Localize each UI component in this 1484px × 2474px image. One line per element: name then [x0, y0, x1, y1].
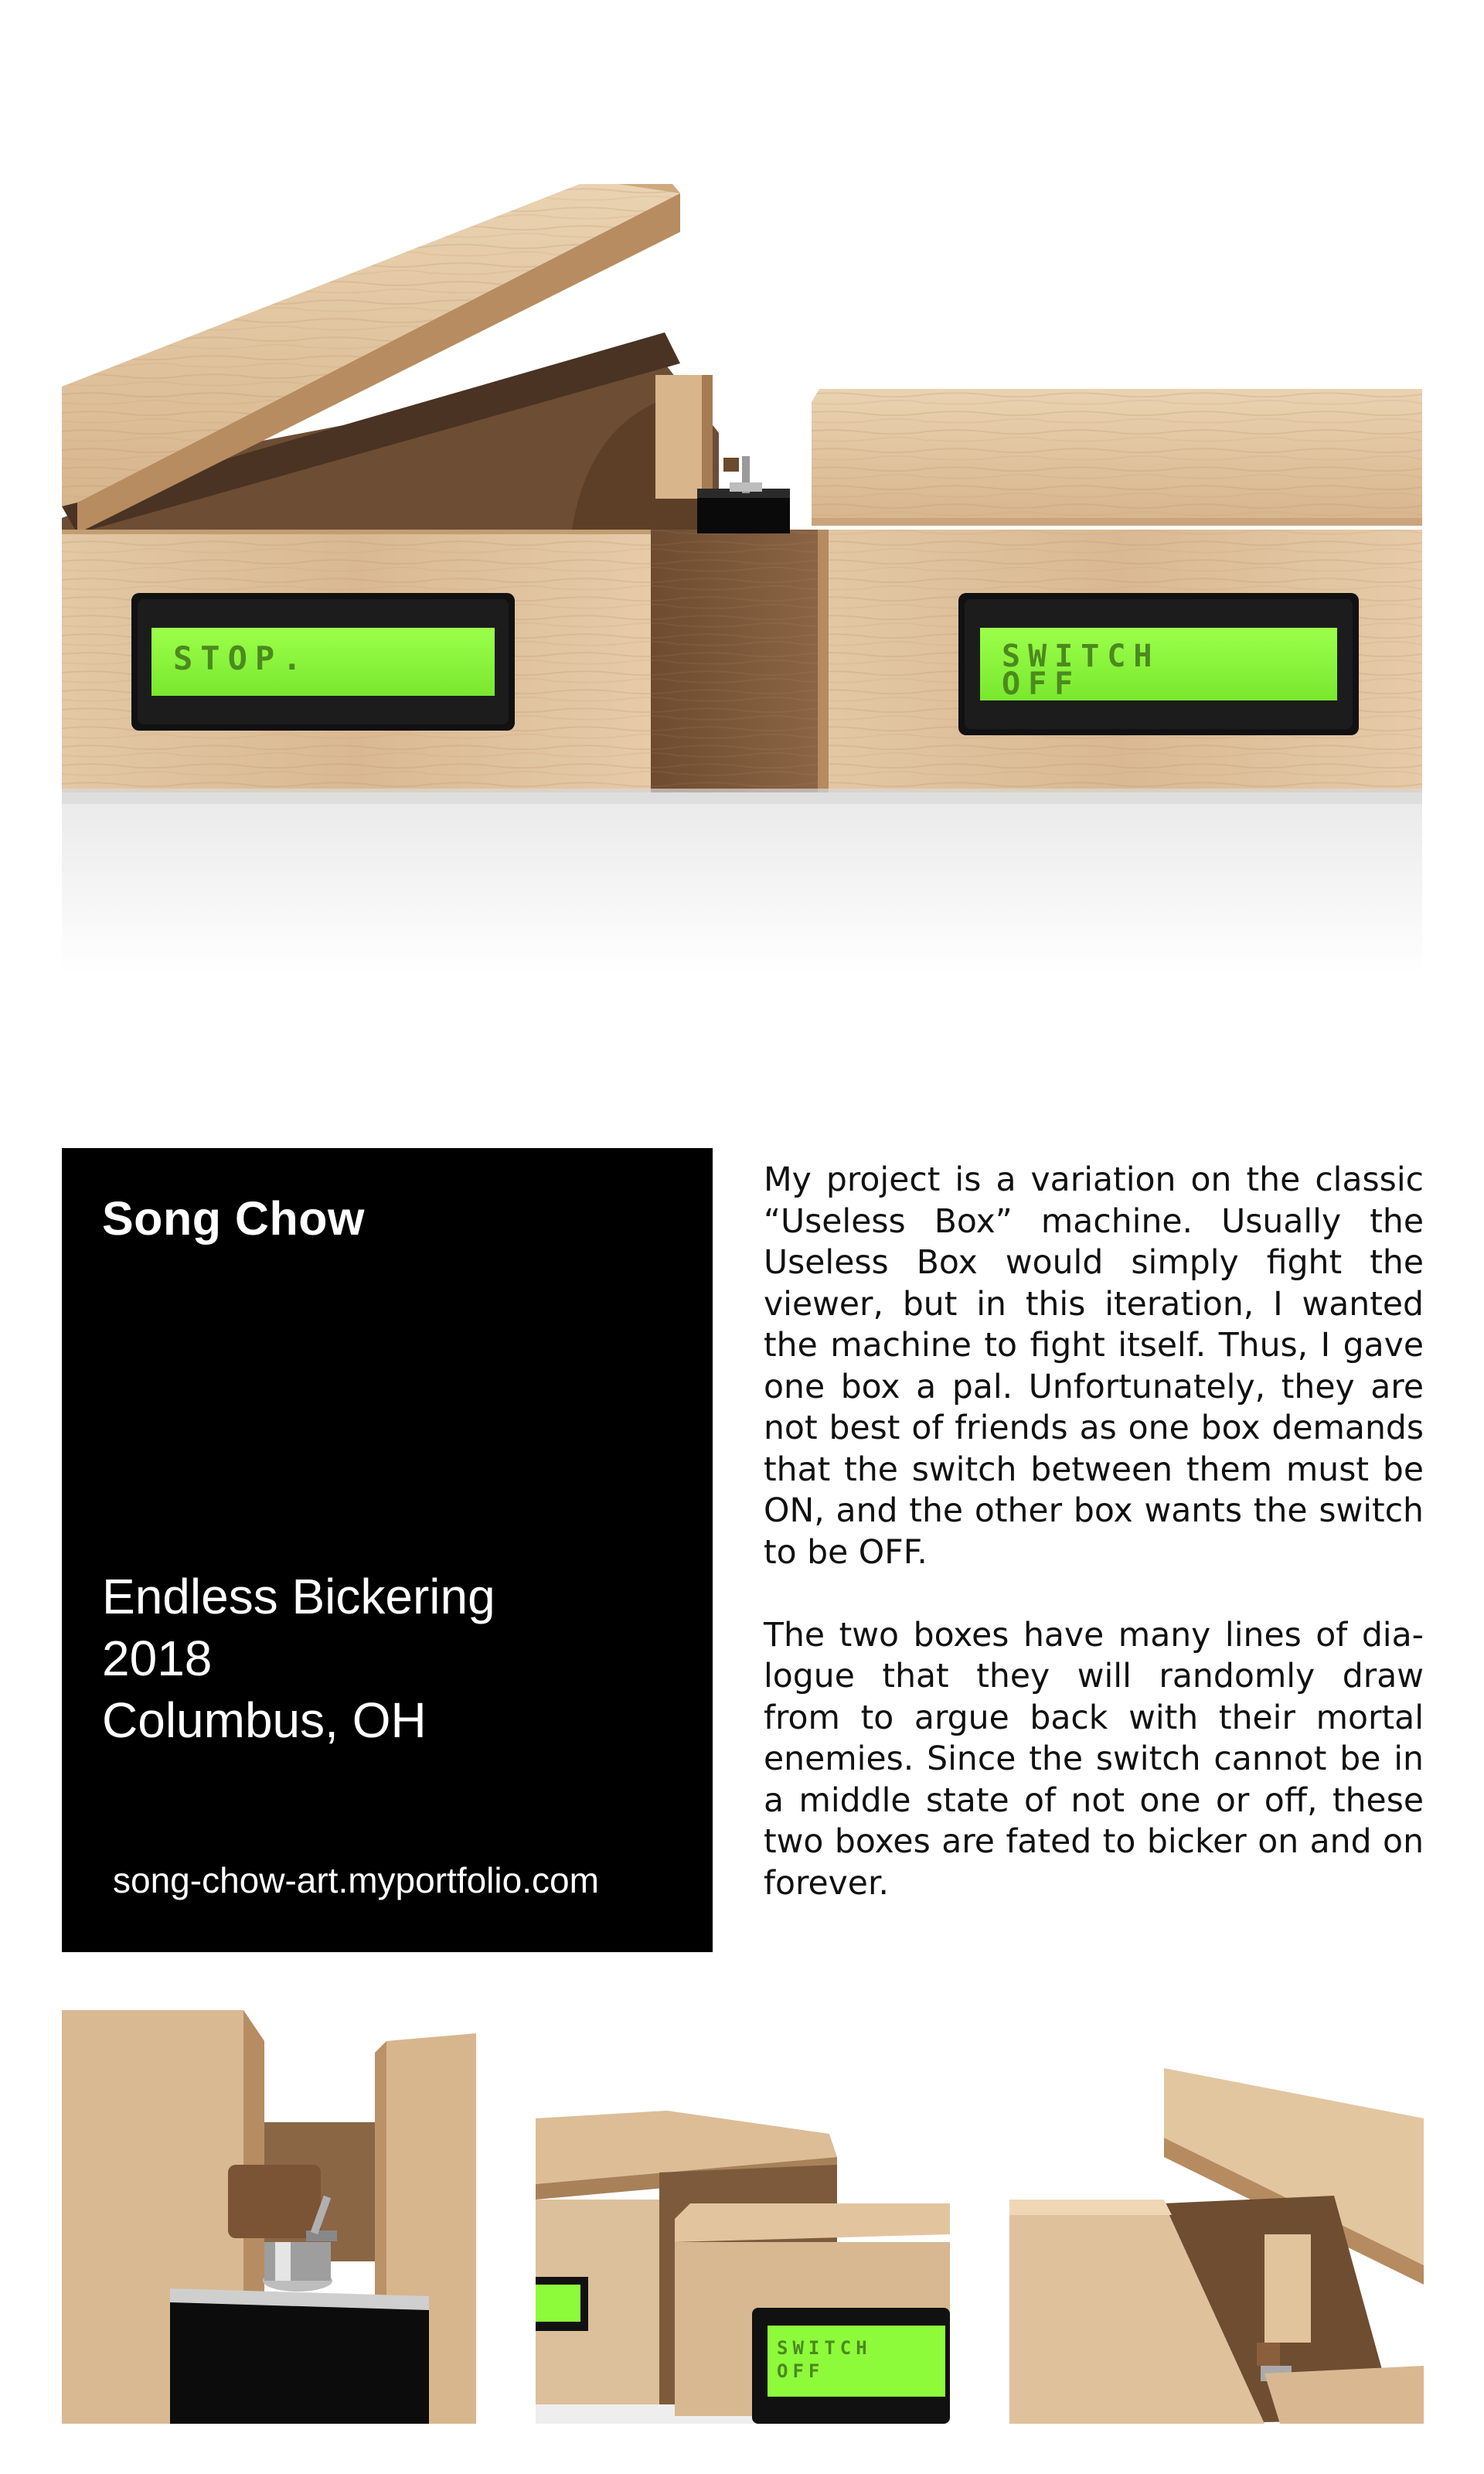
description-paragraph-1: My project is a variation on the classic “Useless Box” machine. Usually the Useless Box would simply fight the viewer, but in this iteration, I wanted the machine to fight itself. Thus, I gave one box a pal. Unfortunately, they are not best of friends as one box demands that the switch between them must be ON, and the other box wants the switch to be OFF. [764, 1161, 1424, 1572]
floor-shadow [62, 789, 1422, 974]
right-lcd-line-2: OFF [1002, 666, 1081, 702]
left-box [62, 184, 719, 792]
detail-render-top [1009, 2010, 1424, 2424]
artist-info-card [62, 1148, 713, 1952]
artist-website: song-chow-art.myportfolio.com [113, 1860, 599, 1900]
detail-render-front [536, 2010, 950, 2424]
thumb-lcd-line-1: SWITCH [777, 2337, 872, 2359]
description-paragraph-2: The two boxes have many lines of dialogue that they will randomly draw from to argue back with their mortal enemies. Since the switch cannot be in a middle state of not one or off, these two boxes are fated to bicker on and on forever. [764, 1616, 1424, 1903]
hero-render [62, 0, 1422, 1005]
work-title: Endless Bickering [102, 1569, 495, 1624]
detail-render-switch [62, 2010, 476, 2424]
artist-name: Song Chow [102, 1192, 365, 1245]
project-description [764, 1160, 1424, 1946]
work-year: 2018 [102, 1631, 213, 1686]
right-box [812, 389, 1422, 792]
work-location: Columbus, OH [102, 1692, 427, 1748]
right-lcd-line-1: SWITCH [1002, 639, 1160, 674]
thumb-lcd-line-2: OFF [777, 2360, 825, 2382]
left-lcd-text: STOP. [173, 639, 310, 677]
